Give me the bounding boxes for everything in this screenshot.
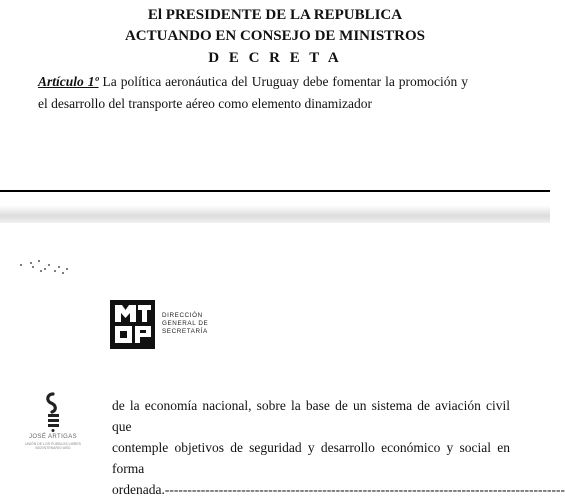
page-gap <box>0 205 550 223</box>
continuation-line-1: de la economía nacional, sobre la base de un sistema de aviación civil que <box>112 398 510 434</box>
header-decreta: D E C R E T A <box>208 50 342 66</box>
article-text: La política aeronáutica del Uruguay debe fomentar la promoción y el desarrollo del transporte aéreo como elemento dinamizador <box>38 74 469 111</box>
header-title: El PRESIDENTE DE LA REPUBLICA <box>147 7 403 23</box>
continuation-paragraph <box>112 395 565 500</box>
artigas-subtitle <box>24 442 82 450</box>
article-label: Artículo 1º <box>38 74 99 89</box>
mtop-line-3: SECRETARÍA <box>162 328 208 335</box>
mtop-directorate-text <box>162 312 208 336</box>
document-page-1 <box>0 0 550 205</box>
continuation-line-2: contemple objetivos de seguridad y desarrollo económico y social en forma <box>112 440 510 476</box>
article-paragraph <box>38 71 468 115</box>
page-divider-rule <box>0 190 550 192</box>
mtop-line-2: GENERAL DE <box>162 320 209 327</box>
jose-artigas-logo <box>24 392 82 460</box>
continuation-line-3: ordenada.----------------------------------------------------------------------------------------- <box>112 482 565 497</box>
artigas-name: JOSÉ ARTIGAS <box>28 434 78 440</box>
scan-specks <box>18 258 78 278</box>
artigas-emblem-icon <box>28 392 78 434</box>
header-subtitle: ACTUANDO EN CONSEJO DE MINISTROS <box>124 28 426 44</box>
mtop-line-1: DIRECCIÓN <box>162 312 203 319</box>
artigas-sub-2: BICENTENARIO·AÑO <box>35 446 71 451</box>
mtop-logo-icon <box>110 300 155 349</box>
artigas-sub-1: UNIÓN DE LOS PUEBLOS LIBRES <box>24 442 82 446</box>
